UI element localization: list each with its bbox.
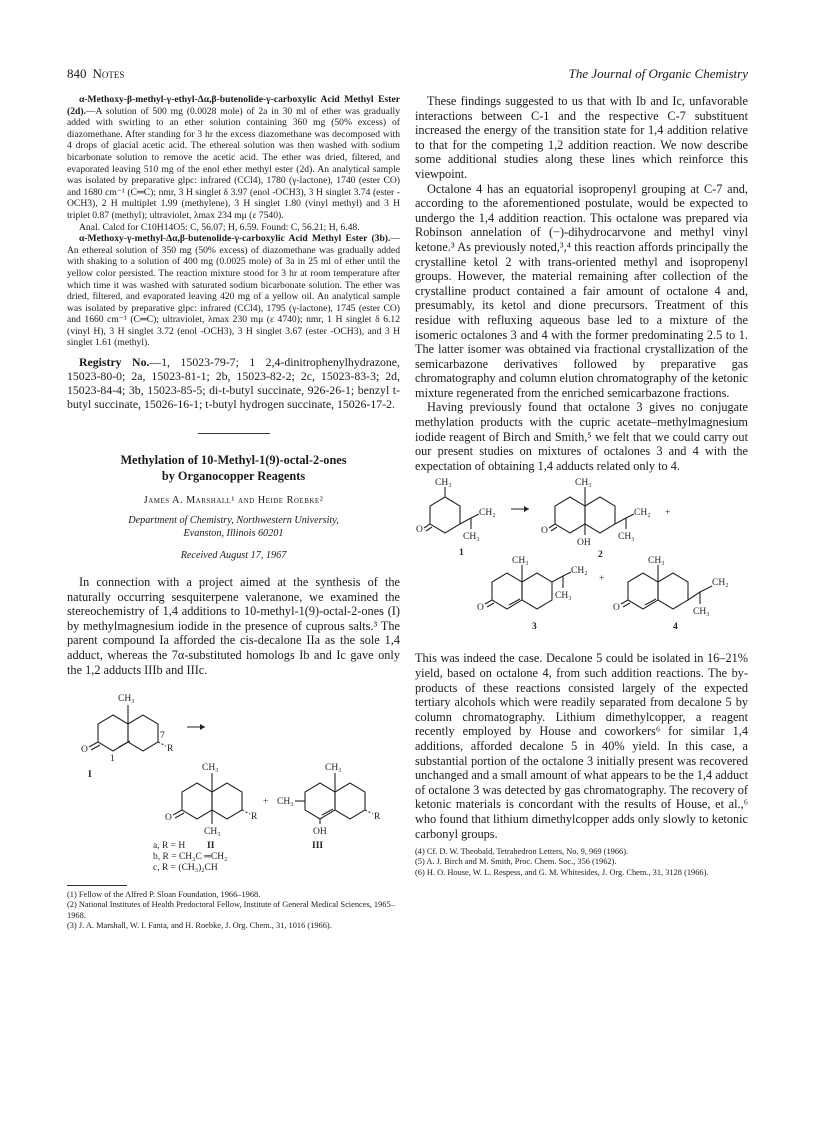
r-group-label: R bbox=[251, 812, 258, 823]
plus-sign: + bbox=[263, 797, 269, 808]
ch3-label: CH₃ bbox=[325, 763, 342, 774]
def-b: b, R = CH₃C ═CH₂ bbox=[153, 852, 228, 863]
label-III: III bbox=[312, 841, 324, 852]
page-number bbox=[67, 66, 124, 82]
paragraph-birch-smith: Having previously found that octalone 3 gives no conjugate methylation products with the cupric acetate–methylmagnesium iodide reagent of Birch and Smith,⁵ we felt that we could carry out our present studies on mixtures of octalones 3 and 4 with the expectation of obtaining 1,4 adducts related only to 4. bbox=[415, 400, 748, 473]
label-2: 2 bbox=[598, 550, 603, 561]
footnote-1: (1) Fellow of the Alfred P. Sloan Foundation, 1966–1968. bbox=[67, 890, 261, 900]
analysis-2d: Anal. Calcd for C10H14O5: C, 56.07; H, 6.59. Found: C, 56.21; H, 6.48. bbox=[79, 221, 360, 233]
plus-sign: + bbox=[599, 574, 605, 585]
structure-I bbox=[81, 694, 205, 780]
ch3-label: CH₃ bbox=[204, 827, 221, 838]
position-7: 7 bbox=[160, 731, 165, 742]
ch3-label: CH₃ bbox=[118, 694, 135, 705]
paragraph-findings: These findings suggested to us that with Ib and Ic, unfavorable interactions between C-1 and the respective C-7 substituent increased the energy of the transition state for 1,4 addition relative to that for the competing 1,2 addition reaction. We now describe some additional studies along these lines which reinforce this viewpoint. bbox=[415, 94, 748, 181]
def-a: a, R = H bbox=[153, 841, 186, 852]
right-body bbox=[415, 94, 748, 473]
label-I: I bbox=[88, 770, 92, 781]
experiment-2d-text: —A solution of 500 mg (0.0028 mole) of 2a in 30 ml of ether was gradually added with swirling to an ether solution containing 360 mg (50% excess) of diazomethane. After standing for 3 hr the excess diazomethane was decomposed with 4 drops of glacial acetic acid. The ethereal solution was then washed with sodium bicarbonate solution to remove the acetic acid. The ether was dried, filtered, and evaporated leaving 510 mg of the enol ether methyl ester (2d). An analytical sample was isolated by preparative glpc: infrared (CCl4), 1780 (γ-lactone), 1740 (ester CO) and 1680 cm⁻¹ (C═C); nmr, 3 H singlet δ 3.97 (enol -OCH3), 3 H singlet 3.74 (ester -OCH3), 2 H multiplet 1.99 (methylene), 3 H singlet 1.80 (vinyl methyl) and 3 H triplet 0.87 (methyl); ultraviolet, λmax 234 mμ (ε 7540). bbox=[67, 105, 400, 221]
received-date: Received August 17, 1967 bbox=[180, 550, 287, 562]
def-c: c, R = (CH₃)₂CH bbox=[153, 863, 218, 874]
r-group-definitions bbox=[153, 841, 227, 873]
svg-text:O: O bbox=[81, 745, 88, 756]
ch2-label: CH₂ bbox=[479, 508, 496, 519]
ch2-label: CH₂ bbox=[712, 578, 729, 589]
structure-3 bbox=[477, 556, 604, 632]
footnotes-right bbox=[415, 847, 748, 878]
left-column bbox=[67, 94, 400, 931]
footnote-3: (3) J. A. Marshall, W. I. Fanta, and H. Roebke, J. Org. Chem., 31, 1016 (1966). bbox=[67, 920, 332, 930]
registry-text: —1, 15023-79-7; 1 2,4-dinitrophenylhydrazone, 15023-80-0; 2a, 15023-81-1; 2b, 15023-82-2; 2c, 15023-83-3; 2d, 15023-84-4; 3b, 15023-85-5; di-t-butyl succinate, 926-26-1; benzyl t-butyl succinate, 15026-16-1; t-butyl hydrogen succinate, 15026-17-2. bbox=[67, 355, 400, 412]
experiment-3b-title: α-Methoxy-γ-methyl-Δα,β-butenolide-γ-carboxylic Acid Methyl Ester (3b). bbox=[79, 233, 391, 245]
ch3-label: CH₃ bbox=[463, 532, 480, 543]
experimental-section bbox=[67, 94, 400, 349]
ch3-label: CH₃ bbox=[555, 591, 572, 602]
journal-name: The Journal of Organic Chemistry bbox=[568, 66, 748, 81]
ch2-label: CH₂ bbox=[571, 566, 588, 577]
ch3-label: CH₃ bbox=[693, 607, 710, 618]
svg-text:O: O bbox=[165, 813, 172, 824]
running-header bbox=[67, 66, 748, 84]
oh-label: OH bbox=[577, 538, 591, 549]
plus-sign: + bbox=[665, 508, 671, 519]
scheme-octalone-additions bbox=[67, 681, 400, 879]
ch3-label: CH₃ bbox=[512, 556, 529, 567]
position-1: 1 bbox=[110, 754, 115, 765]
oh-label: OH bbox=[313, 827, 327, 838]
footnotes-left bbox=[67, 890, 400, 931]
article-title-line-2: by Organocopper Reagents bbox=[161, 469, 306, 484]
r-group-label: R bbox=[374, 812, 381, 823]
structure-2 bbox=[541, 478, 670, 560]
footnote-5: (5) A. J. Birch and M. Smith, Proc. Chem. Soc., 356 (1962). bbox=[415, 857, 617, 867]
affiliation-line-1: Department of Chemistry, Northwestern University, bbox=[128, 515, 339, 527]
footnote-6: (6) H. O. House, W. L. Respess, and G. M. Whitesides, J. Org. Chem., 31, 3128 (1966). bbox=[415, 867, 709, 877]
ch3-label: CH₃ bbox=[277, 797, 294, 808]
paragraph-octalone-4: Octalone 4 has an equatorial isopropenyl grouping at C-7 and, according to the aforementioned postulate, would be expected to undergo the 1,4 addition reaction. This octalone was prepared via Robinson annelation of (−)-dihydrocarvone and methyl vinyl ketone.³ As previously noted,³,⁴ this reaction affords principally the crystalline ketol 2 with trans-oriented methyl and isopropenyl groups. However, the material remaining after collection of the crystalline product contained a fair amount of octalone 4 and, presumably, its ketol and dione precursors. Treatment of this residue with refluxing aqueous base led to a mixture of the isomeric octalones 3 and 4 with the former predominating 2.5 to 1. The latter isomer was obtained via fractional crystallization of the semicarbazone derivatives followed by preparative gas chromatography and column elution chromatography of the ketonic mixture regenerated from the enriched semicarbazone fractions. bbox=[415, 181, 748, 400]
label-1: 1 bbox=[459, 548, 464, 559]
structure-II bbox=[165, 763, 268, 851]
intro-paragraph: In connection with a project aimed at the synthesis of the naturally occurring sesquiterpene valeranone, we examined the stereochemistry of 1,4 additions to 10-methyl-1(9)-octal-2-ones (I) by methylmagnesium iodide in the presence of cuprous salts.³ The parent compound Ia afforded the cis-decalone IIa as the sole 1,4 adduct, whereas the 7α-substituted homologs Ib and Ic gave only the 1,2 adducts IIIb and IIIc. bbox=[67, 575, 400, 677]
svg-text:O: O bbox=[613, 603, 620, 614]
experiment-2d bbox=[67, 94, 400, 222]
footnote-rule bbox=[67, 885, 127, 886]
structure-4 bbox=[613, 556, 729, 632]
article-separator bbox=[198, 433, 270, 434]
ch3-label: CH₃ bbox=[202, 763, 219, 774]
label-4: 4 bbox=[673, 622, 678, 633]
svg-text:O: O bbox=[416, 525, 423, 536]
section-name: Notes bbox=[92, 66, 125, 81]
registry-label: Registry No. bbox=[79, 355, 150, 370]
experiment-2d-title: α-Methoxy-β-methyl-γ-ethyl-Δα,β-butenolide-γ-carboxylic Acid Methyl Ester (2d). bbox=[67, 94, 400, 117]
structure-III bbox=[277, 763, 381, 851]
label-II: II bbox=[207, 841, 215, 852]
footnote-2: (2) National Institutes of Health Predoctoral Fellow, Institute of General Medical Sciences, 1965–1968. bbox=[67, 900, 395, 920]
experiment-3b bbox=[67, 233, 400, 349]
experiment-3b-text: —An ethereal solution of 350 mg (50% excess) of diazomethane was gradually added with shaking to a solution of 400 mg (0.0025 mole) of 3a in 25 ml of ether until the yellow color persisted. The reaction mixture stood for 3 hr at room temperature after which time it was washed with saturated sodium bicarbonate solution. The ether was dried, filtered, and evaporated leaving 420 mg of a yellow oil. An analytical sample was isolated by preparative glpc: infrared (CCl4), 1795 (γ-lactone), 1745 (ester CO) and 1660 cm⁻¹ (C═C); ultraviolet, λmax 230 mμ (ε 4740); nmr, 1 H singlet δ 6.12 (vinyl H), 3 H singlet 3.72 (enol -OCH3), 3 H singlet 3.67 (ester -OCH3), and 3 H singlet 1.61 (methyl). bbox=[67, 233, 400, 349]
ch3-label: CH₃ bbox=[575, 478, 592, 489]
structure-1 bbox=[416, 478, 529, 558]
r-group-label: R bbox=[167, 744, 174, 755]
article-title-line-1: Methylation of 10-Methyl-1(9)-octal-2-ones bbox=[120, 453, 347, 468]
ch2-label: CH₂ bbox=[634, 508, 651, 519]
ch3-label: CH₃ bbox=[435, 478, 452, 489]
intro-body bbox=[67, 575, 400, 677]
right-body-2 bbox=[415, 651, 748, 841]
scheme-octalones bbox=[415, 477, 748, 647]
ch3-label: CH₃ bbox=[648, 556, 665, 567]
registry-numbers bbox=[67, 355, 400, 411]
page-number-text: 840 bbox=[67, 66, 87, 81]
article-title bbox=[67, 452, 400, 484]
ch3-label: CH₃ bbox=[618, 532, 635, 543]
affiliation bbox=[67, 514, 400, 540]
paragraph-decalone-5: This was indeed the case. Decalone 5 could be isolated in 16–21% yield, based on octalone 4, from such addition reactions. The by-products of these reactions consisted largely of the expected tertiary alcohols which were readily separated from decalone 5 by column chromatography. Lithium dimethylcopper, a reagent recently employed by House and coworkers⁶ for similar 1,4 additions, afforded decalone 5 in 40% yield. In this case, a substantial portion of the octalone 3 initially present was recovered unchanged and a small amount of what appears to be the 1,4 adduct of octalone 3 was detected by gas chromatography. The recovery of ketonic materials is concordant with the results of House, et al.,⁶ who found that lithium dimethylcopper adds only slowly to ketonic carbonyl groups. bbox=[415, 651, 748, 841]
right-column bbox=[415, 94, 748, 878]
svg-text:O: O bbox=[541, 526, 548, 537]
svg-text:O: O bbox=[477, 603, 484, 614]
affiliation-line-2: Evanston, Illinois 60201 bbox=[183, 528, 284, 540]
footnote-4: (4) Cf. D. W. Theobald, Tetrahedron Letters, No. 9, 969 (1966). bbox=[415, 847, 629, 857]
label-3: 3 bbox=[532, 622, 537, 633]
authors: James A. Marshall¹ and Heide Roebke² bbox=[143, 495, 324, 507]
